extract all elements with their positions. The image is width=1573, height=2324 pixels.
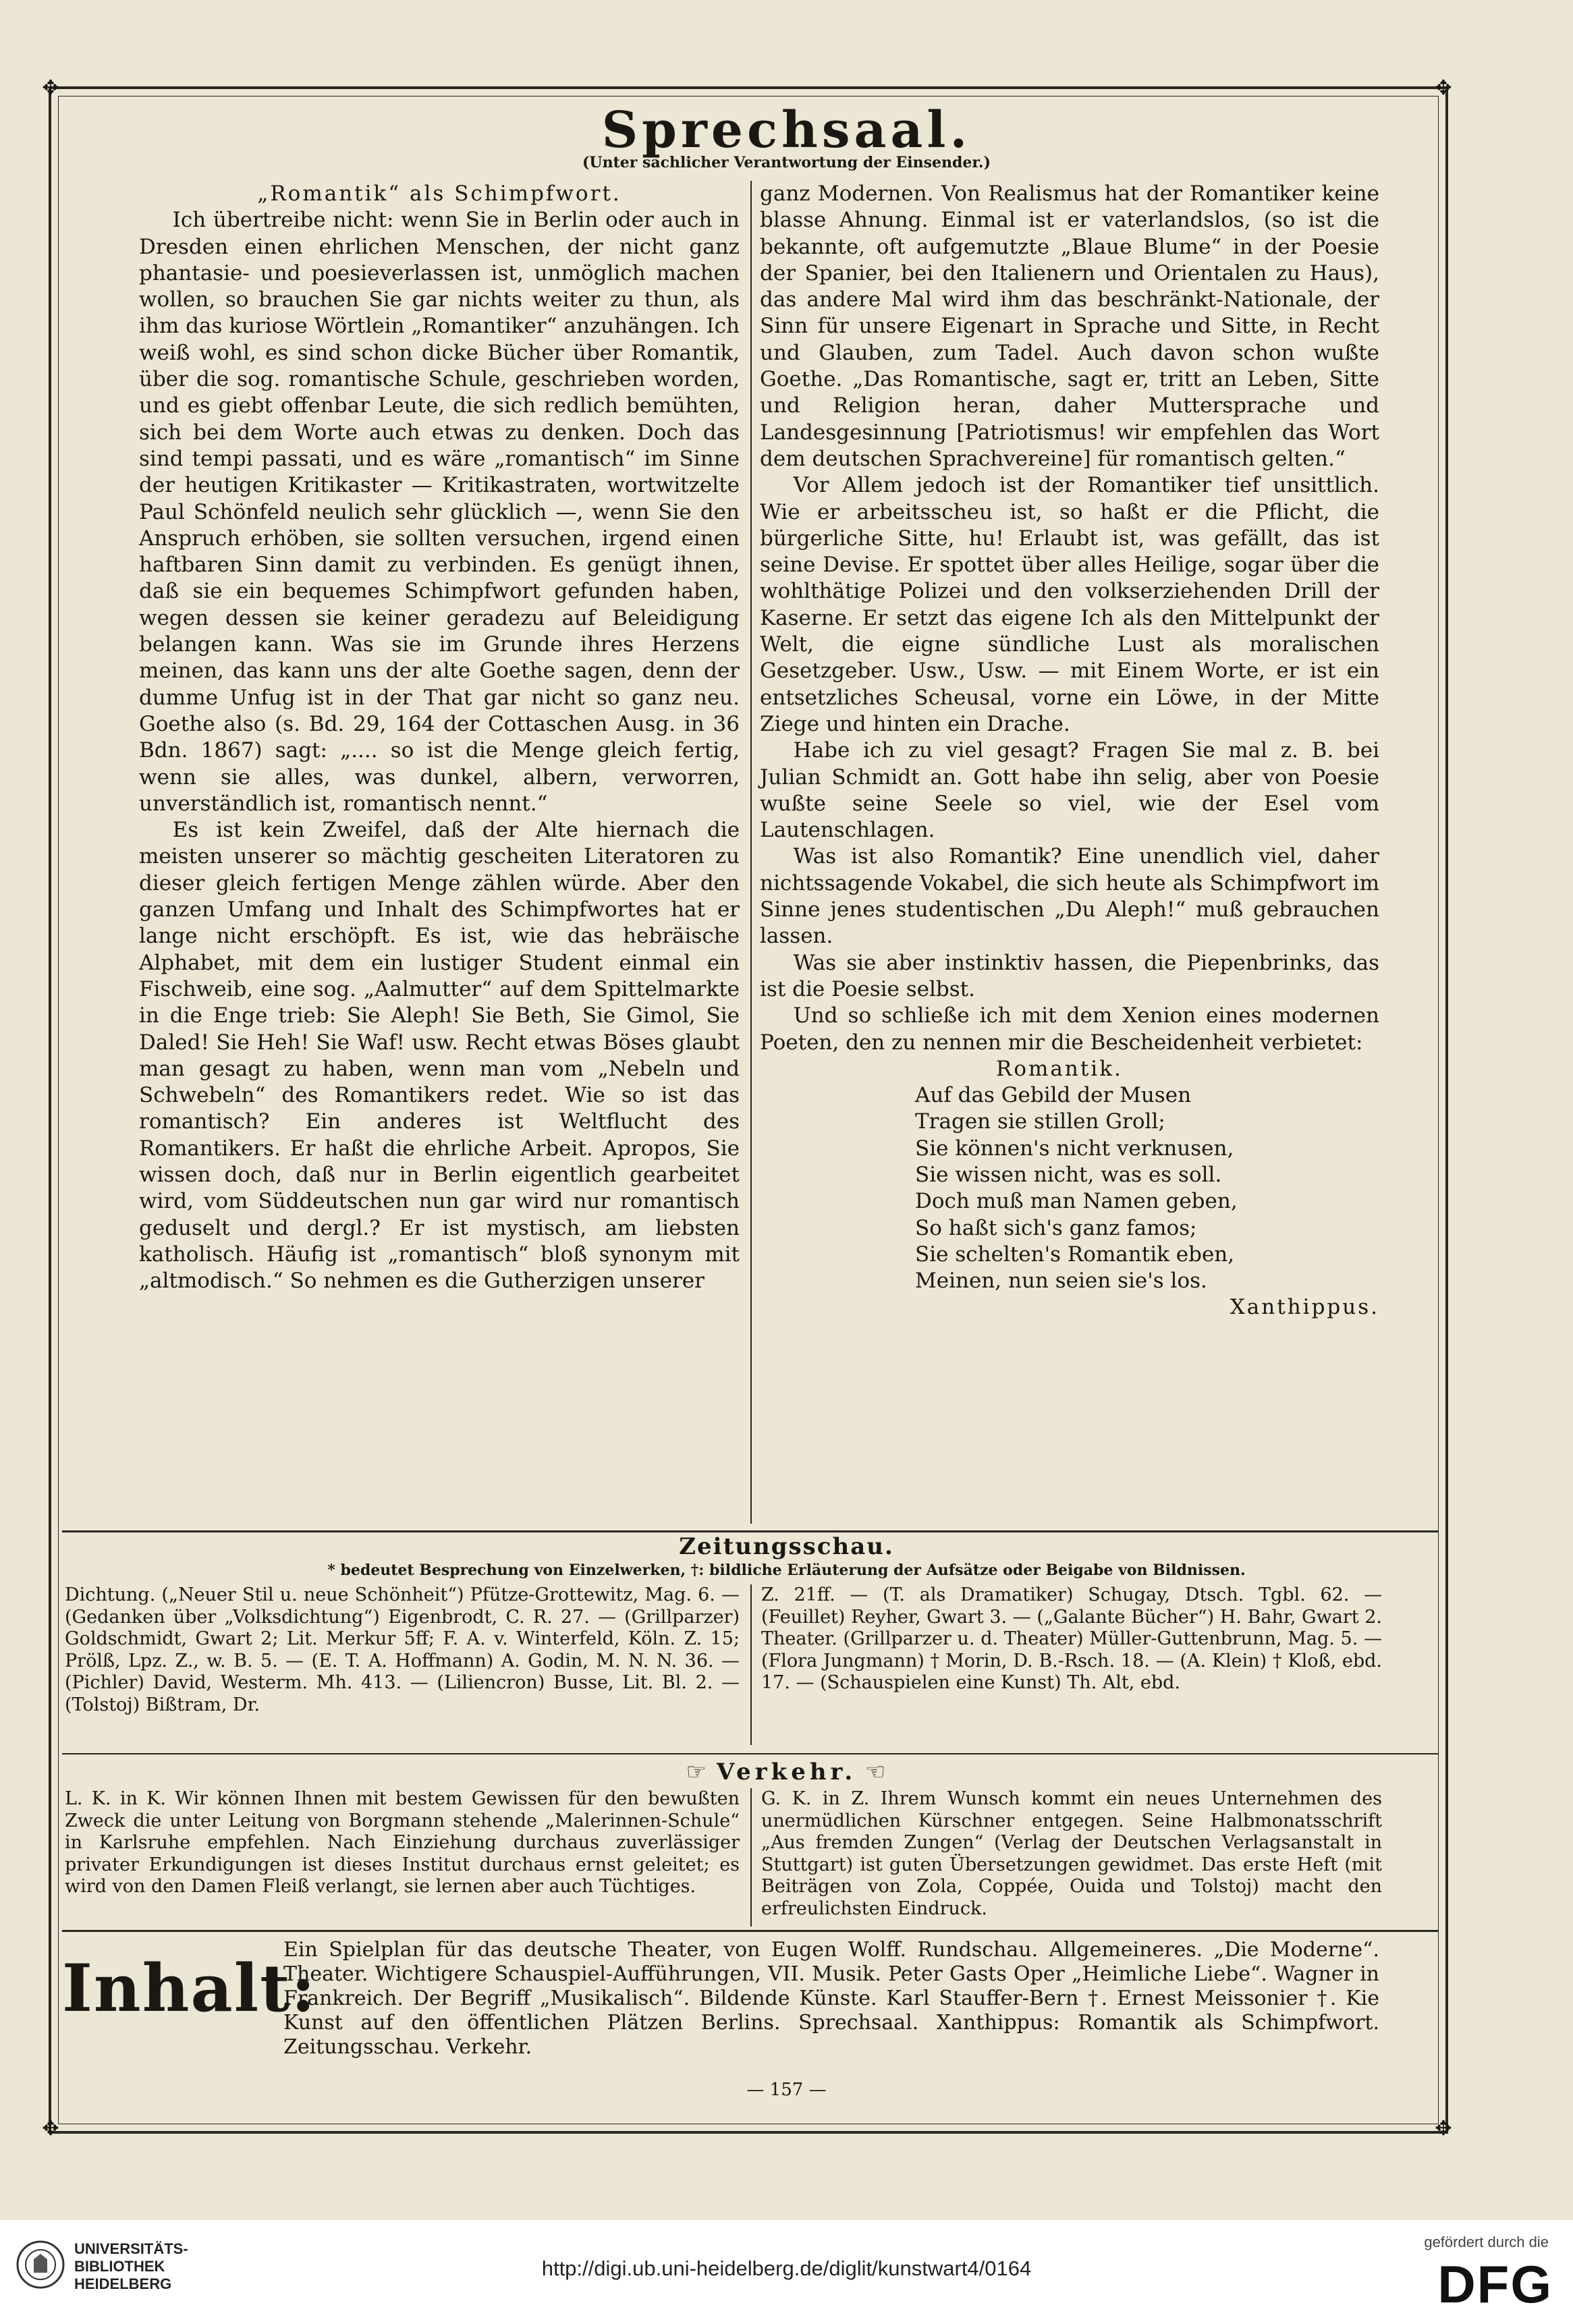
funded-by-label: gefördert durch die — [1424, 2234, 1549, 2250]
poem-line: Sie können's nicht verknusen, — [915, 1136, 1234, 1161]
verkehr-title-text: Verkehr. — [716, 1759, 857, 1786]
pointing-hand-icon: ☞ — [686, 1759, 717, 1786]
institution-line: HEIDELBERG — [74, 2275, 172, 2292]
section-subtitle: (Unter sachlicher Verantwortung der Einsender.) — [582, 154, 991, 171]
institution-line: BIBLIOTHEK — [74, 2258, 165, 2275]
institution-line: UNIVERSITÄTS- — [74, 2240, 188, 2257]
signature: Xanthippus. — [1230, 1295, 1379, 1320]
verkehr-title — [0, 1759, 1573, 1786]
article-paragraph: ganz Modernen. Von Realismus hat der Romantiker keine blasse Ahnung. Einmal ist er vaterlandslos, (so ist die bekannte, oft aufgemutzte „Blaue Blume“ in der Poesie der Spanier, bei den Italienern und Orientalen zu Haus), das andere Mal wird ihm das beschränkt-Nationale, der Sinn für unsere Eigenart in Sprache und Sitte, in Recht und Glauben, zum Tadel. Auch davon schon wußte Goethe. „Das Romantische, sagt er, tritt an Leben, Sitte und Religion heran, daher Muttersprache und Landesgesinnung [Patriotismus! wir empfehlen das Wort dem deutschen Sprachvereine] für romantisch gelten.“ — [760, 182, 1379, 471]
column-divider — [750, 1788, 752, 1927]
poem-line: Tragen sie stillen Groll; — [915, 1109, 1165, 1134]
article-paragraph: Was ist also Romantik? Eine unendlich viel, daher nichtssagende Vokabel, die sich heute als Schimpfwort im Sinne jenes studentischen „Du Aleph!“ muß gebrauchen lassen. — [760, 844, 1379, 949]
dfg-logo: DFG — [1437, 2254, 1553, 2314]
article-left-column — [139, 181, 740, 1294]
poem-line: Meinen, nun seien sie's los. — [915, 1269, 1207, 1294]
pointing-hand-icon: ☜ — [856, 1759, 887, 1786]
article-paragraph: Und so schließe ich mit dem Xenion eines modernen Poeten, den zu nennen mir die Bescheidenheit verbietet: — [760, 1003, 1379, 1055]
zeitungsschau-right: Z. 21ff. — (T. als Dramatiker) Schugay, Dtsch. Tgbl. 62. — (Feuillet) Reyher, Gwart 3. — („Galante Bücher“) H. Bahr, Gwart 2. Theater. (Grillparzer u. d. Theater) Müller-Guttenbrunn, Mag. 5. — (Flora Jungmann) † Morin, D. B.-Rsch. 18. — (A. Klein) † Kloß, ebd. 17. — (Schauspielen eine Kunst) Th. Alt, ebd. — [761, 1584, 1382, 1693]
article-right-column — [760, 181, 1379, 1321]
article-heading: „Romantik“ als Schimpfwort. — [257, 182, 622, 206]
corner-ornament-icon: ✥ — [42, 2117, 59, 2140]
column-divider — [750, 1584, 752, 1745]
article-paragraph: Ich übertreibe nicht: wenn Sie in Berlin oder auch in Dresden einen ehrlichen Menschen, der nicht ganz phantasie- und poesieverlassen ist, unmöglich machen wollen, so brauchen Sie gar nichts weiter zu thun, als ihm das kuriose Wörtlein „Romantiker“ anzuhängen. Ich weiß wohl, es sind schon dicke Bücher über Romantik, über die sog. romantische Schule, geschrieben worden, und es giebt offenbar Leute, die sich redlich bemühten, sich bei dem Worte auch etwas zu denken. Doch das sind tempi passati, und es wäre „romantisch“ im Sinne der heutigen Kritikaster — Kritikastraten, wortwitzelte Paul Schönfeld neulich sehr glücklich —, wenn Sie den Anspruch erhöben, sie sollten versuchen, irgend einen haftbaren Sinn damit zu verbinden. Es genügt ihnen, daß sie ein bequemes Schimpfwort gefunden haben, wegen dessen sie keiner geradezu auf Beleidigung belangen kann. Was sie im Grunde ihres Herzens meinen, das kann uns der alte Goethe sagen, denn der dumme Unfug ist in der That gar nicht so ganz neu. Goethe also (s. Bd. 29, 164 der Cottaschen Ausg. in 36 Bdn. 1867) sagt: „.... so ist die Menge gleich fertig, wenn sie alles, was dunkel, albern, verworren, unverständlich ist, romantisch nennt.“ — [139, 208, 740, 816]
section-title: Sprechsaal. — [601, 101, 972, 159]
inhalt-text: Ein Spielplan für das deutsche Theater, von Eugen Wolff. Rundschau. Allgemeineres. „Die Moderne“. Theater. Wichtigere Schauspiel-Aufführungen, VII. Musik. Peter Gasts Oper „Heimliche Liebe“. Wagner in Frankreich. Der Begriff „Musikalisch“. Bildende Künste. Karl Stauffer-Bern †. Ernest Meissonier †. Kie Kunst auf den öffentlichen Plätzen Berlins. Sprechsaal. Xanthippus: Romantik als Schimpfwort. Zeitungsschau. Verkehr. — [283, 1938, 1379, 2059]
corner-ornament-icon: ✥ — [1435, 76, 1452, 100]
poem-title: Romantik. — [996, 1056, 1123, 1081]
poem — [915, 1056, 1379, 1295]
inhalt-heading: Inhalt: — [62, 1950, 316, 2026]
article-paragraph: Es ist kein Zweifel, daß der Alte hiernach die meisten unserer so mächtig gescheiten Literatoren zu dieser gleich fertigen Menge zählen würde. Aber den ganzen Umfang und Inhalt des Schimpfwortes hat er lange nicht erschöpft. Es ist, wie das hebräische Alphabet, mit dem ein lustiger Student einmal ein Fischweib, eine sog. „Aalmutter“ auf dem Spittelmarkte in die Enge trieb: Sie Aleph! Sie Beth, Sie Gimol, Sie Daled! Sie Heh! Sie Waf! usw. Recht etwas Böses glaubt man gesagt zu haben, wenn man vom „Nebeln und Schwebeln“ des Romantikers redet. Wie so ist das romantisch? Ein anderes ist Weltflucht des Romantikers. Er haßt die ehrliche Arbeit. Apropos, Sie wissen doch, daß nur in Berlin eigentlich gearbeitet wird, vom Süddeutschen nun gar wird nur romantisch geduselt und dergl.? Er ist mystisch, am liebsten katholisch. Häufig ist „romantisch“ bloß synonym mit „altmodisch.“ So nehmen es die Gutherzigen unserer — [139, 818, 740, 1294]
zeitungsschau-left: Dichtung. („Neuer Stil u. neue Schönheit“) Pfütze-Grottewitz, Mag. 6. — (Gedanken über „Volksdichtung“) Eigenbrodt, C. R. 27. — (Grillparzer) Goldschmidt, Gwart 2; Lit. Merkur 5ff; F. A. v. Winterfeld, Köln. Z. 15; Prölß, Lpz. Z., w. B. 5. — (E. T. A. Hoffmann) A. Godin, M. N. N. 36. — (Pichler) David, Westerm. Mh. 413. — (Liliencron) Busse, Lit. Bl. 2. — (Tolstoj) Bißtram, Dr. — [65, 1584, 740, 1715]
poem-line: Auf das Gebild der Musen — [915, 1083, 1192, 1108]
article-paragraph: Habe ich zu viel gesagt? Fragen Sie mal z. B. bei Julian Schmidt an. Gott habe ihn selig, aber von Poesie wußte seine Seele so viel, wie der Esel vom Lautenschlagen. — [760, 738, 1379, 843]
section-divider — [62, 1530, 1439, 1532]
zeitungsschau-note: * bedeutet Besprechung von Einzelwerken, †: bildliche Erläuterung der Aufsätze oder Beigabe von Bildnissen. — [327, 1561, 1246, 1579]
corner-ornament-icon: ✥ — [42, 76, 59, 100]
verkehr-left: L. K. in K. Wir können Ihnen mit bestem Gewissen für den bewußten Zweck die unter Leitung von Borgmann stehende „Malerinnen-Schule“ in Karlsruhe empfehlen. Nach Einziehung durchaus zuverlässiger privater Erkundigungen ist dieses Institut durchaus ernst geleitet; es wird von den Damen Fleiß verlangt, sie lernen aber auch Tüchtiges. — [65, 1788, 740, 1897]
corner-ornament-icon: ✥ — [1435, 2117, 1452, 2140]
inhalt-divider — [62, 1930, 1439, 1932]
poem-line: Sie schelten's Romantik eben, — [915, 1242, 1235, 1267]
zeitungsschau-title: Zeitungsschau. — [679, 1533, 894, 1560]
poem-line: Sie wissen nicht, was es soll. — [915, 1162, 1222, 1187]
page-number: — 157 — — [746, 2080, 827, 2100]
source-url-link[interactable]: http://digi.ub.uni-heidelberg.de/diglit/kunstwart4/0164 — [541, 2257, 1032, 2280]
poem-line: Doch muß man Namen geben, — [915, 1189, 1238, 1214]
article-paragraph: Was sie aber instinktiv hassen, die Piepenbrinks, das ist die Poesie selbst. — [760, 950, 1379, 1001]
poem-line: So haßt sich's ganz famos; — [915, 1215, 1197, 1240]
section-divider — [62, 1753, 1439, 1754]
article-paragraph: Vor Allem jedoch ist der Romantiker tief unsittlich. Wie er arbeitsscheu ist, so haßt er die Pflicht, die bürgerliche Sitte, hu! Erlaubt ist, was gefällt, das ist seine Devise. Er spottet über alles Heilige, sogar über die wohlthätige Polizei und den volkserziehenden Drill der Kaserne. Er setzt das eigene Ich als den Mittelpunkt der Welt, die eigne sündliche Lust als moralischen Gesetzgeber. Usw., Usw. — mit Einem Worte, er ist ein entsetzliches Scheusal, vorne ein Löwe, in der Mitte Ziege und hinten ein Drache. — [760, 473, 1379, 736]
column-divider — [750, 181, 752, 1524]
verkehr-right: G. K. in Z. Ihrem Wunsch kommt ein neues Unternehmen des unermüdlichen Kürschner entgegen. Seine Halbmonatsschrift „Aus fremden Zungen“ (Verlag der Deutschen Verlagsanstalt in Stuttgart) ist guten Übersetzungen gewidmet. Das erste Heft (mit Beiträgen von Zola, Coppée, Ouida und Tolstoj) macht den erfreulichsten Eindruck. — [761, 1788, 1382, 1919]
